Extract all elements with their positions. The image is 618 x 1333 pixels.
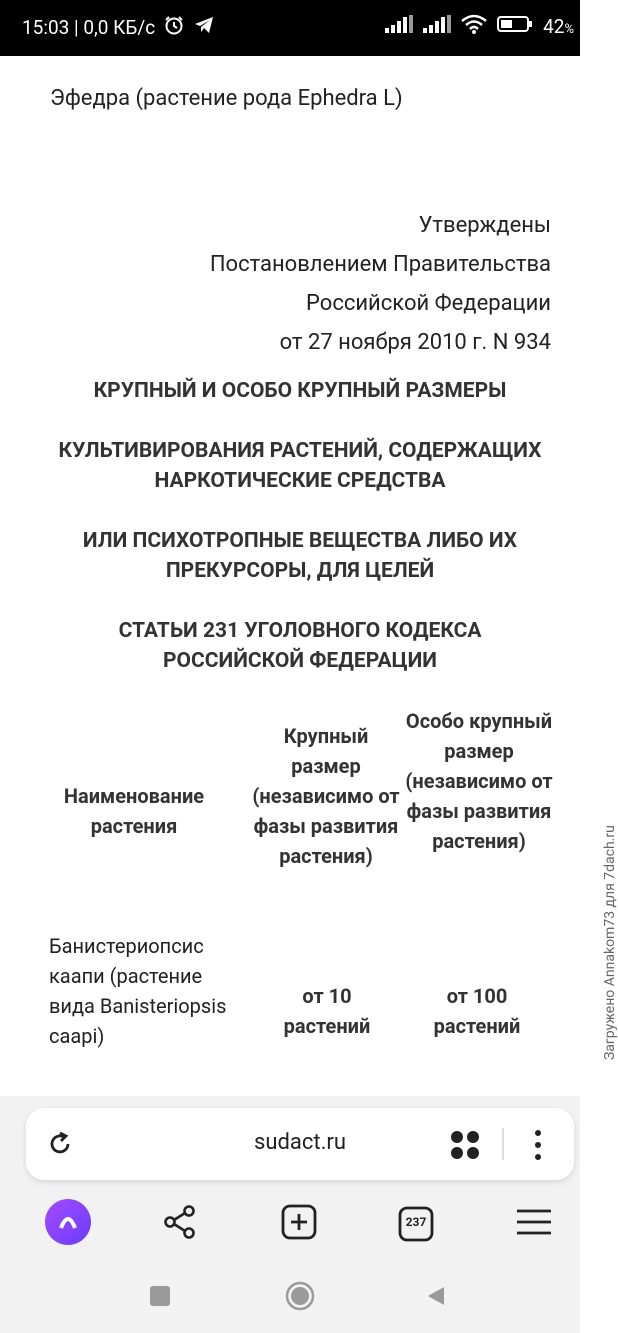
header-extra-large-size: Особо крупный размер (независимо от фазы развития растения) — [405, 709, 553, 853]
menu-button[interactable] — [506, 1196, 562, 1252]
signal-icon — [385, 15, 413, 38]
heading-1: КРУПНЫЙ И ОСОБО КРУПНЫЙ РАЗМЕРЫ — [93, 379, 507, 403]
approval-line: Постановлением Правительства — [209, 252, 551, 277]
cell-large-size: от 10 растений — [283, 984, 371, 1038]
home-button[interactable] — [284, 1282, 316, 1314]
system-nav-bar — [0, 1262, 580, 1333]
recent-apps-button[interactable] — [144, 1282, 176, 1314]
approval-line: от 27 ноября 2010 г. N 934 — [279, 330, 551, 355]
heading-3: ИЛИ ПСИХОТРОПНЫЕ ВЕЩЕСТВА ЛИБО ИХ ПРЕКУРСОРЫ, ДЛЯ ЦЕЛЕЙ — [82, 529, 518, 583]
heading-2: КУЛЬТИВИРОВАНИЯ РАСТЕНИЙ, СОДЕРЖАЩИХ НАРКОТИЧЕСКИЕ СРЕДСТВА — [58, 439, 542, 493]
battery-icon — [497, 15, 533, 38]
cell-plant-name: Банистериопсис каапи (растение вида Banisteriopsis caapi) — [49, 934, 227, 1048]
table-header-row — [49, 706, 579, 936]
tabs-count: 237 — [405, 1215, 427, 1229]
square-icon — [149, 1285, 171, 1311]
alice-assistant-button[interactable] — [40, 1196, 96, 1252]
browser-nav-row — [0, 1196, 580, 1256]
wifi-icon — [461, 14, 487, 39]
size-table — [49, 706, 579, 1086]
header-plant-name: Наименование растения — [63, 784, 205, 838]
apps-grid-icon[interactable] — [448, 1128, 482, 1166]
approval-block — [210, 206, 551, 362]
tabs-button[interactable] — [388, 1196, 444, 1252]
approval-line: Утверждены — [418, 213, 551, 238]
cell-extra-large-size: от 100 растений — [433, 984, 521, 1038]
tabs-counter-icon — [397, 1205, 435, 1243]
address-bar[interactable] — [26, 1108, 574, 1180]
share-button[interactable] — [152, 1196, 208, 1252]
watermark-text: Загружено Annakom73 для 7dach.ru — [602, 825, 618, 1060]
telegram-icon — [193, 14, 215, 41]
plus-square-icon — [280, 1203, 318, 1245]
url-text[interactable]: sudact.ru — [254, 1130, 346, 1155]
header-large-size: Крупный размер (независимо от фазы развития растения) — [252, 724, 400, 868]
heading-4: СТАТЬИ 231 УГОЛОВНОГО КОДЕКСА РОССИЙСКОЙ ФЕДЕРАЦИИ — [118, 619, 482, 673]
alarm-icon — [163, 14, 185, 41]
alice-icon — [44, 1198, 92, 1250]
home-circle-icon — [285, 1281, 315, 1315]
divider — [502, 1128, 504, 1160]
back-button[interactable] — [420, 1282, 452, 1314]
page-content — [16, 56, 580, 1096]
battery-percent: 42 — [543, 15, 565, 38]
plant-line: Эфедра (растение рода Ephedra L) — [50, 86, 403, 111]
table-row — [49, 936, 579, 1086]
approval-line: Российской Федерации — [306, 291, 551, 316]
percent-sign: % — [564, 22, 574, 37]
new-tab-button[interactable] — [271, 1196, 327, 1252]
share-icon — [161, 1203, 199, 1245]
status-bar — [0, 0, 580, 56]
signal-icon-2 — [423, 15, 451, 38]
back-triangle-icon — [425, 1285, 447, 1311]
hamburger-icon — [515, 1207, 553, 1241]
menu-dots-icon[interactable] — [526, 1128, 550, 1166]
status-time-speed: 15:03 | 0,0 КБ/с — [22, 16, 156, 39]
